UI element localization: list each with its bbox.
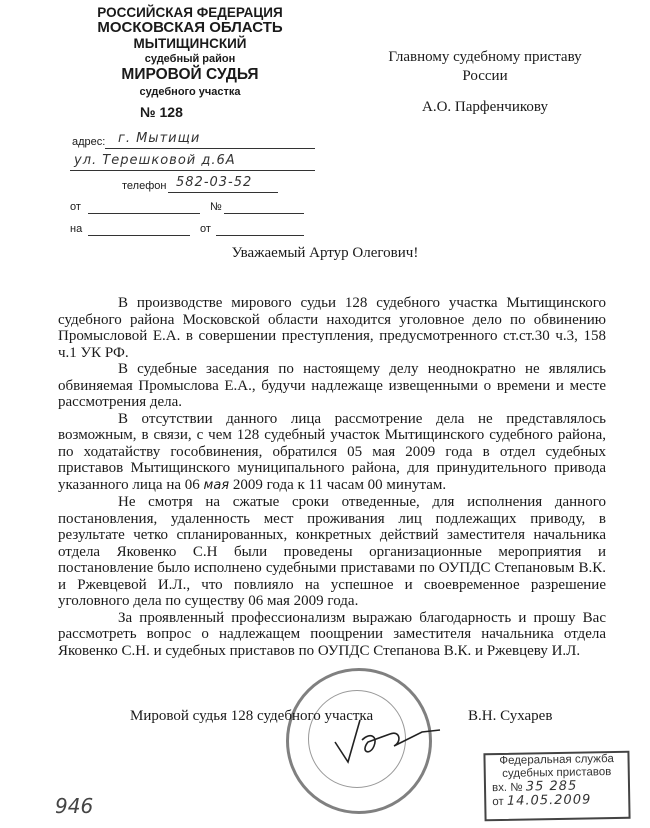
header-district-type: судебный район bbox=[144, 53, 236, 65]
phone-label: телефон bbox=[122, 180, 167, 192]
handwritten-month: мая bbox=[203, 477, 230, 493]
stamp-date bbox=[486, 793, 628, 809]
stamp-org-line2: судебных приставов bbox=[502, 766, 612, 780]
letter-body bbox=[58, 295, 606, 659]
on-line bbox=[88, 235, 190, 236]
paragraph-3 bbox=[58, 411, 606, 495]
header-region: МОСКОВСКАЯ ОБЛАСТЬ bbox=[97, 19, 283, 36]
from-label: от bbox=[70, 201, 81, 213]
number-label: № bbox=[210, 201, 222, 213]
greeting: Уважаемый Артур Олегович! bbox=[231, 245, 419, 261]
stamp-date-label: от bbox=[492, 795, 504, 809]
paragraph-4: Не смотря на сжатые сроки отведенные, для исполнения данного постановления, удаленность мест проживания лиц подлежащих приводу, в результате четко спланированных, конкретных действий заместителя начальника отдела Яковенко С.Н были проведены организационные мероприятия и постановление было исполнено судебными приставами по ОУПДС Степановым В.К. и Ржевцевой И.Л., что повлияло на успешное и своевременное разрешение уголовного дела по существу 06 мая 2009 года. bbox=[58, 494, 606, 609]
street-value: ул. Терешковой д.6А bbox=[74, 153, 236, 168]
incoming-stamp bbox=[483, 751, 630, 822]
street-line bbox=[70, 170, 315, 171]
phone-value: 582-03-52 bbox=[176, 175, 253, 190]
header-section: судебного участка bbox=[139, 86, 241, 98]
stamp-date-value: 14.05.2009 bbox=[506, 792, 592, 809]
address-line bbox=[105, 148, 315, 149]
from-line bbox=[88, 213, 200, 214]
signature-position: Мировой судья 128 судебного участка bbox=[130, 708, 374, 724]
signature-name: В.Н. Сухарев bbox=[468, 708, 553, 724]
from2-line bbox=[216, 235, 304, 236]
paragraph-3-end: 2009 года к 11 часам 00 минутам. bbox=[232, 476, 447, 493]
paragraph-1: В производстве мирового судьи 128 судебного участка Мытищинского судебного района Московской области находится уголовное дело по обвинению Промысловой Е.А. в совершении преступления, предусмотренного ст.ст.30 ч.3, 158 ч.1 УК РФ. bbox=[58, 295, 606, 361]
stamp-number-label: вх. № bbox=[491, 781, 523, 795]
from2-label: от bbox=[200, 223, 211, 235]
address-value: г. Мытищи bbox=[118, 131, 201, 146]
phone-line bbox=[168, 192, 278, 193]
header-district: МЫТИЩИНСКИЙ bbox=[133, 36, 247, 51]
paragraph-2: В судебные заседания по настоящему делу неоднократно не являлись обвиняемая Промыслова Е.А., будучи надлежаще извещенными о времени и месте рассмотрения дела. bbox=[58, 361, 606, 410]
stamp-number-value: 35 285 bbox=[525, 778, 578, 795]
address-label: адрес: bbox=[72, 136, 106, 148]
header-section-number: № 128 bbox=[140, 104, 183, 120]
header-country: РОССИЙСКАЯ ФЕДЕРАЦИЯ bbox=[97, 5, 283, 20]
stamp-org-line1: Федеральная служба bbox=[499, 753, 614, 768]
on-label: на bbox=[70, 223, 83, 235]
recipient-country: России bbox=[462, 68, 508, 84]
page-number: 946 bbox=[55, 794, 94, 818]
recipient-name: А.О. Парфенчикову bbox=[422, 99, 548, 115]
paragraph-3-start: В отсутствии данного лица рассмотрение дела не представлялось возможным, в связи, с чем 128 судебный участок Мытищинского судебного района, по ходатайству гособвинения, обратился 05 мая 2009 года в отдел судебных приставов Мытищинского муниципального района, для принудительного привода указанного лица на 06 bbox=[58, 410, 606, 493]
recipient-title: Главному судебному приставу bbox=[388, 49, 582, 65]
number-line bbox=[224, 213, 304, 214]
paragraph-5: За проявленный профессионализм выражаю благодарность и прошу Вас рассмотреть вопрос о надлежащем поощрении заместителя начальника отдела Яковенко С.Н. и судебных приставов по ОУПДС Степанова В.К. и Ржевцеву И.Л. bbox=[58, 609, 606, 659]
header-judge: МИРОВОЙ СУДЬЯ bbox=[121, 66, 259, 83]
